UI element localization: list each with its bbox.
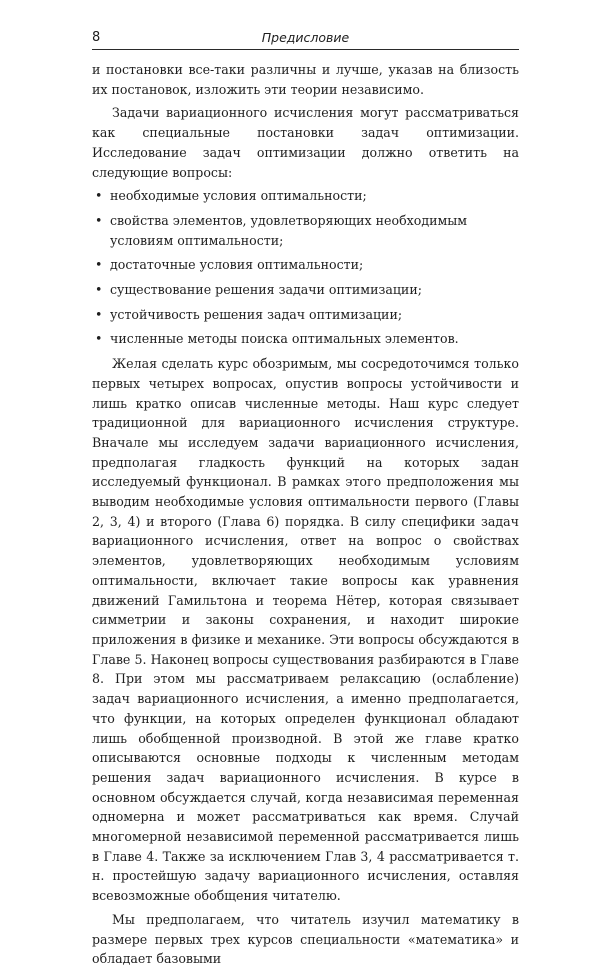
bullet-icon: • bbox=[95, 282, 103, 298]
body-text bbox=[92, 60, 519, 969]
list-item-text: необходимые условия оптимальности; bbox=[110, 188, 367, 204]
paragraph-continuation: и постановки все-таки различны и лучше, указав на близость их постановок, изложить эти теории независимо. bbox=[92, 62, 519, 97]
bullet-icon: • bbox=[95, 257, 103, 273]
list-item bbox=[92, 255, 519, 275]
page-number: 8 bbox=[92, 30, 101, 45]
list-item-text: устойчивость решения задач оптимизации; bbox=[110, 306, 403, 322]
paragraph-course-outline: Желая сделать курс обозримым, мы сосредоточимся только первых четырех вопросах, опустив вопросы устойчивости и лишь кратко описав численные методы. Наш курс следует традиционной для вариационного исчисления структуре. Вначале мы исследуем задачи вариационного исчисления, предполагая гладкость функций на которых задан исследуемый функционал. В рамках этого предположения мы выводим необходимые условия оптимальности первого (Главы 2, 3, 4) и второго (Глава 6) порядка. В силу специфики задач вариационного исчисления, ответ на вопрос о свойствах элементов, удовлетворяющих необходимым условиям оптимальности, включает такие вопросы как уравнения движений Гамильтона и теорема Нётер, которая связывает симметрии и законы сохранения, и находит широкие приложения в физике и механике. Эти вопросы обсуждаются в Главе 5. Наконец вопросы существования разбираются в Главе 8. При этом мы рассматриваем релаксацию (ослабление) задач вариационного исчисления, а именно предполагается, что функции, на которых определен функционал обладают лишь обобщенной производной. В этой же главе кратко описываются основные подходы к численным методам решения задач вариационного исчисления. В курсе в основном обсуждается случай, когда независимая переменная одномерна и может рассматриваться как время. Случай многомерной независимой переменной рассматривается лишь в Главе 4. Также за исключением Глав 3, 4 рассматривается т. н. простейшую задачу вариационного исчисления, оставляя всевозможные обобщения читателю. bbox=[92, 356, 519, 904]
paragraph-optimization-intro: Задачи вариационного исчисления могут рассматриваться как специальные постановки задач оптимизации. Исследование задач оптимизации должно ответить на следующие вопросы: bbox=[92, 105, 519, 180]
running-head bbox=[92, 29, 519, 50]
list-item-text: численные методы поиска оптимальных элементов. bbox=[110, 331, 459, 347]
list-item-text: существование решения задачи оптимизации; bbox=[110, 282, 422, 298]
bullet-icon: • bbox=[95, 331, 103, 347]
bullet-icon: • bbox=[95, 188, 103, 204]
bullet-icon: • bbox=[95, 212, 103, 228]
list-item bbox=[92, 305, 519, 325]
list-item bbox=[92, 280, 519, 300]
list-item bbox=[92, 329, 519, 349]
paragraph-prerequisites: Мы предполагаем, что читатель изучил математику в размере первых трех курсов специальности «математика» и обладает базовыми bbox=[92, 911, 519, 967]
list-item-text: достаточные условия оптимальности; bbox=[110, 257, 364, 273]
questions-list bbox=[92, 186, 519, 349]
list-item bbox=[92, 211, 519, 250]
list-item bbox=[92, 186, 519, 206]
list-item-text: свойства элементов, удовлетворяющих необходимым условиям оптимальности; bbox=[110, 212, 468, 248]
bullet-icon: • bbox=[95, 306, 103, 322]
chapter-title: Предисловие bbox=[261, 30, 350, 45]
